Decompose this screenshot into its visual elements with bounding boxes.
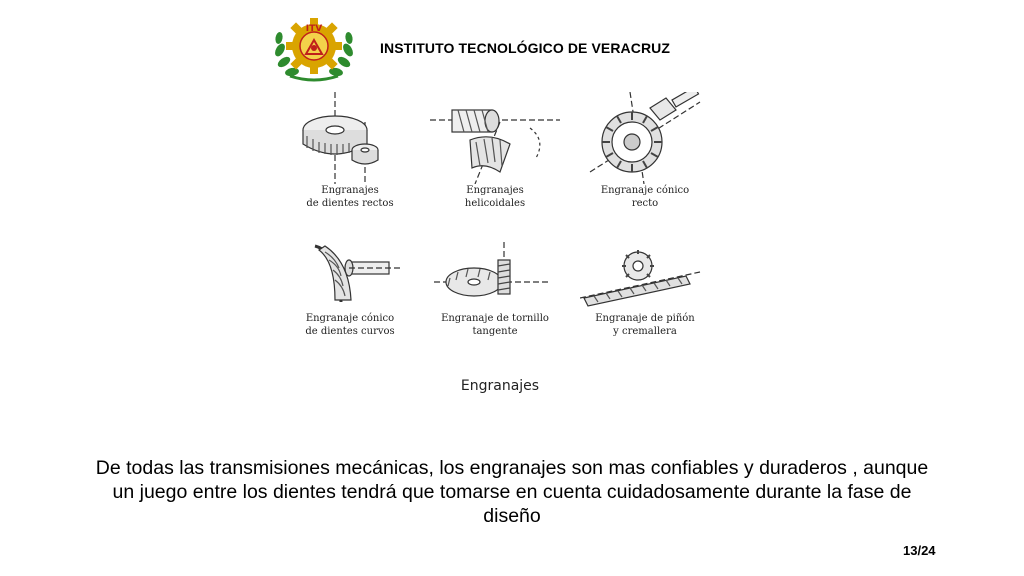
spur-gear-cell (280, 92, 420, 210)
spur-gear-icon (295, 92, 405, 184)
helical-gear-caption: Engranajes helicoidales (464, 185, 526, 209)
helical-gear-icon (430, 92, 560, 184)
body-line-1: De todas las transmisiones mecánicas, los engranajes son mas confiables y duraderos , aunque (95, 457, 929, 479)
page-number: 13/24 (903, 543, 936, 558)
spiral-bevel-gear-icon (295, 242, 405, 312)
straight-bevel-gear-icon (580, 92, 710, 184)
figure-title: Engranajes (460, 378, 540, 394)
worm-gear-icon (430, 242, 560, 312)
worm-gear-caption: Engranaje de tornillo tangente (441, 313, 549, 337)
body-line-3: diseño (483, 505, 541, 527)
rack-pinion-caption: Engranaje de piñón y cremallera (595, 313, 695, 337)
logo-text: ITV (305, 24, 323, 34)
institution-title: INSTITUTO TECNOLÓGICO DE VERACRUZ (380, 40, 671, 56)
straight-bevel-caption: Engranaje cónico recto (600, 185, 690, 209)
body-paragraph (40, 456, 984, 528)
gear-types-figure (280, 92, 720, 412)
institution-logo (270, 10, 358, 84)
straight-bevel-cell (575, 92, 715, 210)
spur-gear-caption: Engranajes de dientes rectos (306, 185, 394, 209)
spiral-bevel-caption: Engranaje cónico de dientes curvos (305, 313, 395, 337)
spiral-bevel-cell (280, 242, 420, 338)
body-line-2: un juego entre los dientes tendrá que tomarse en cuenta cuidadosamente durante la fase de (112, 481, 912, 503)
worm-gear-cell (425, 242, 565, 338)
rack-pinion-icon (580, 242, 710, 312)
rack-pinion-cell (575, 242, 715, 338)
helical-gear-cell (425, 92, 565, 210)
